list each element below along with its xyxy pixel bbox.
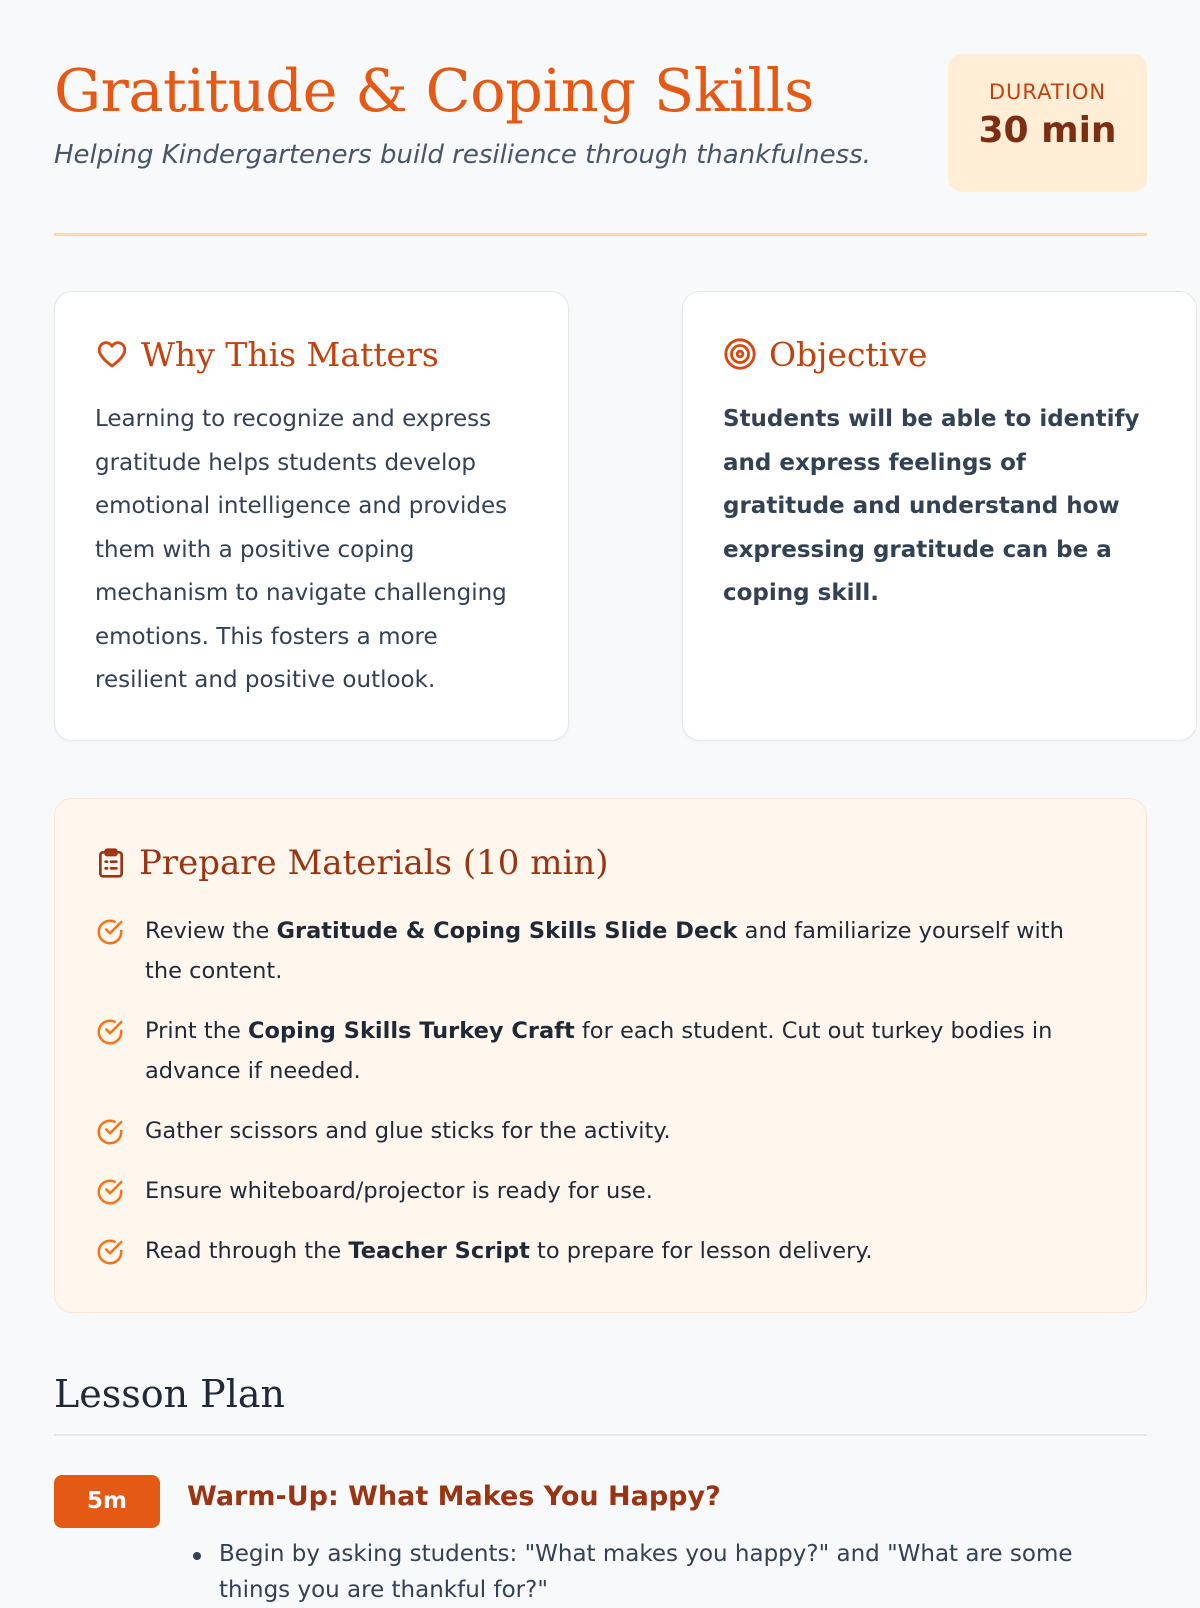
why-card-header: [95, 334, 439, 374]
heart-icon: [95, 337, 129, 371]
materials-panel: [54, 798, 1147, 1313]
lesson-plan-title: Lesson Plan: [54, 1372, 286, 1416]
step-bullet: Begin by asking students: "What makes you happy?" and "What are some things you are thankful for?": [187, 1536, 1147, 1608]
materials-item: Read through the Teacher Script to prepare for lesson delivery.: [95, 1231, 873, 1271]
check-circle-icon: [95, 1177, 125, 1207]
check-circle-icon: [95, 1117, 125, 1147]
duration-value: 30 min: [978, 110, 1117, 151]
objective-card: [682, 291, 1197, 741]
objective-card-title: Objective: [769, 334, 928, 374]
why-card: [54, 291, 569, 741]
check-circle-icon: [95, 1237, 125, 1267]
materials-item: Ensure whiteboard/projector is ready for use.: [95, 1171, 653, 1211]
bullet-dot: [193, 1552, 201, 1560]
target-icon: [723, 337, 757, 371]
materials-item: Gather scissors and glue sticks for the activity.: [95, 1111, 671, 1151]
materials-item: Review the Gratitude & Coping Skills Slide Deck and familiarize yourself with the content.: [95, 911, 1095, 991]
why-card-body: Learning to recognize and express gratitude helps students develop emotional intelligence and provides them with a positive coping mechanism to navigate challenging emotions. This fosters a more resilient and positive outlook.: [95, 406, 508, 693]
header-divider: [54, 233, 1147, 236]
step-duration-badge: 5m: [54, 1475, 160, 1528]
page-subtitle: Helping Kindergarteners build resilience through thankfulness.: [54, 140, 871, 170]
header: [54, 50, 1147, 200]
materials-title: Prepare Materials (10 min): [139, 843, 609, 883]
lesson-plan-divider: [54, 1434, 1147, 1436]
check-circle-icon: [95, 1017, 125, 1047]
objective-card-body: Students will be able to identify and express feelings of gratitude and understand how expressing gratitude can be a coping skill.: [723, 406, 1140, 606]
page-title: Gratitude & Coping Skills: [54, 56, 814, 125]
duration-label: DURATION: [988, 80, 1107, 104]
step-bullet-list: [187, 1536, 1147, 1608]
materials-header: [95, 843, 608, 883]
step-title: Warm-Up: What Makes You Happy?: [187, 1481, 721, 1512]
duration-badge: [948, 54, 1147, 192]
materials-item: Print the Coping Skills Turkey Craft for each student. Cut out turkey bodies in advance if needed.: [95, 1011, 1095, 1091]
objective-card-header: [723, 334, 927, 374]
clipboard-icon: [95, 846, 127, 880]
check-circle-icon: [95, 917, 125, 947]
why-card-title: Why This Matters: [141, 334, 439, 374]
